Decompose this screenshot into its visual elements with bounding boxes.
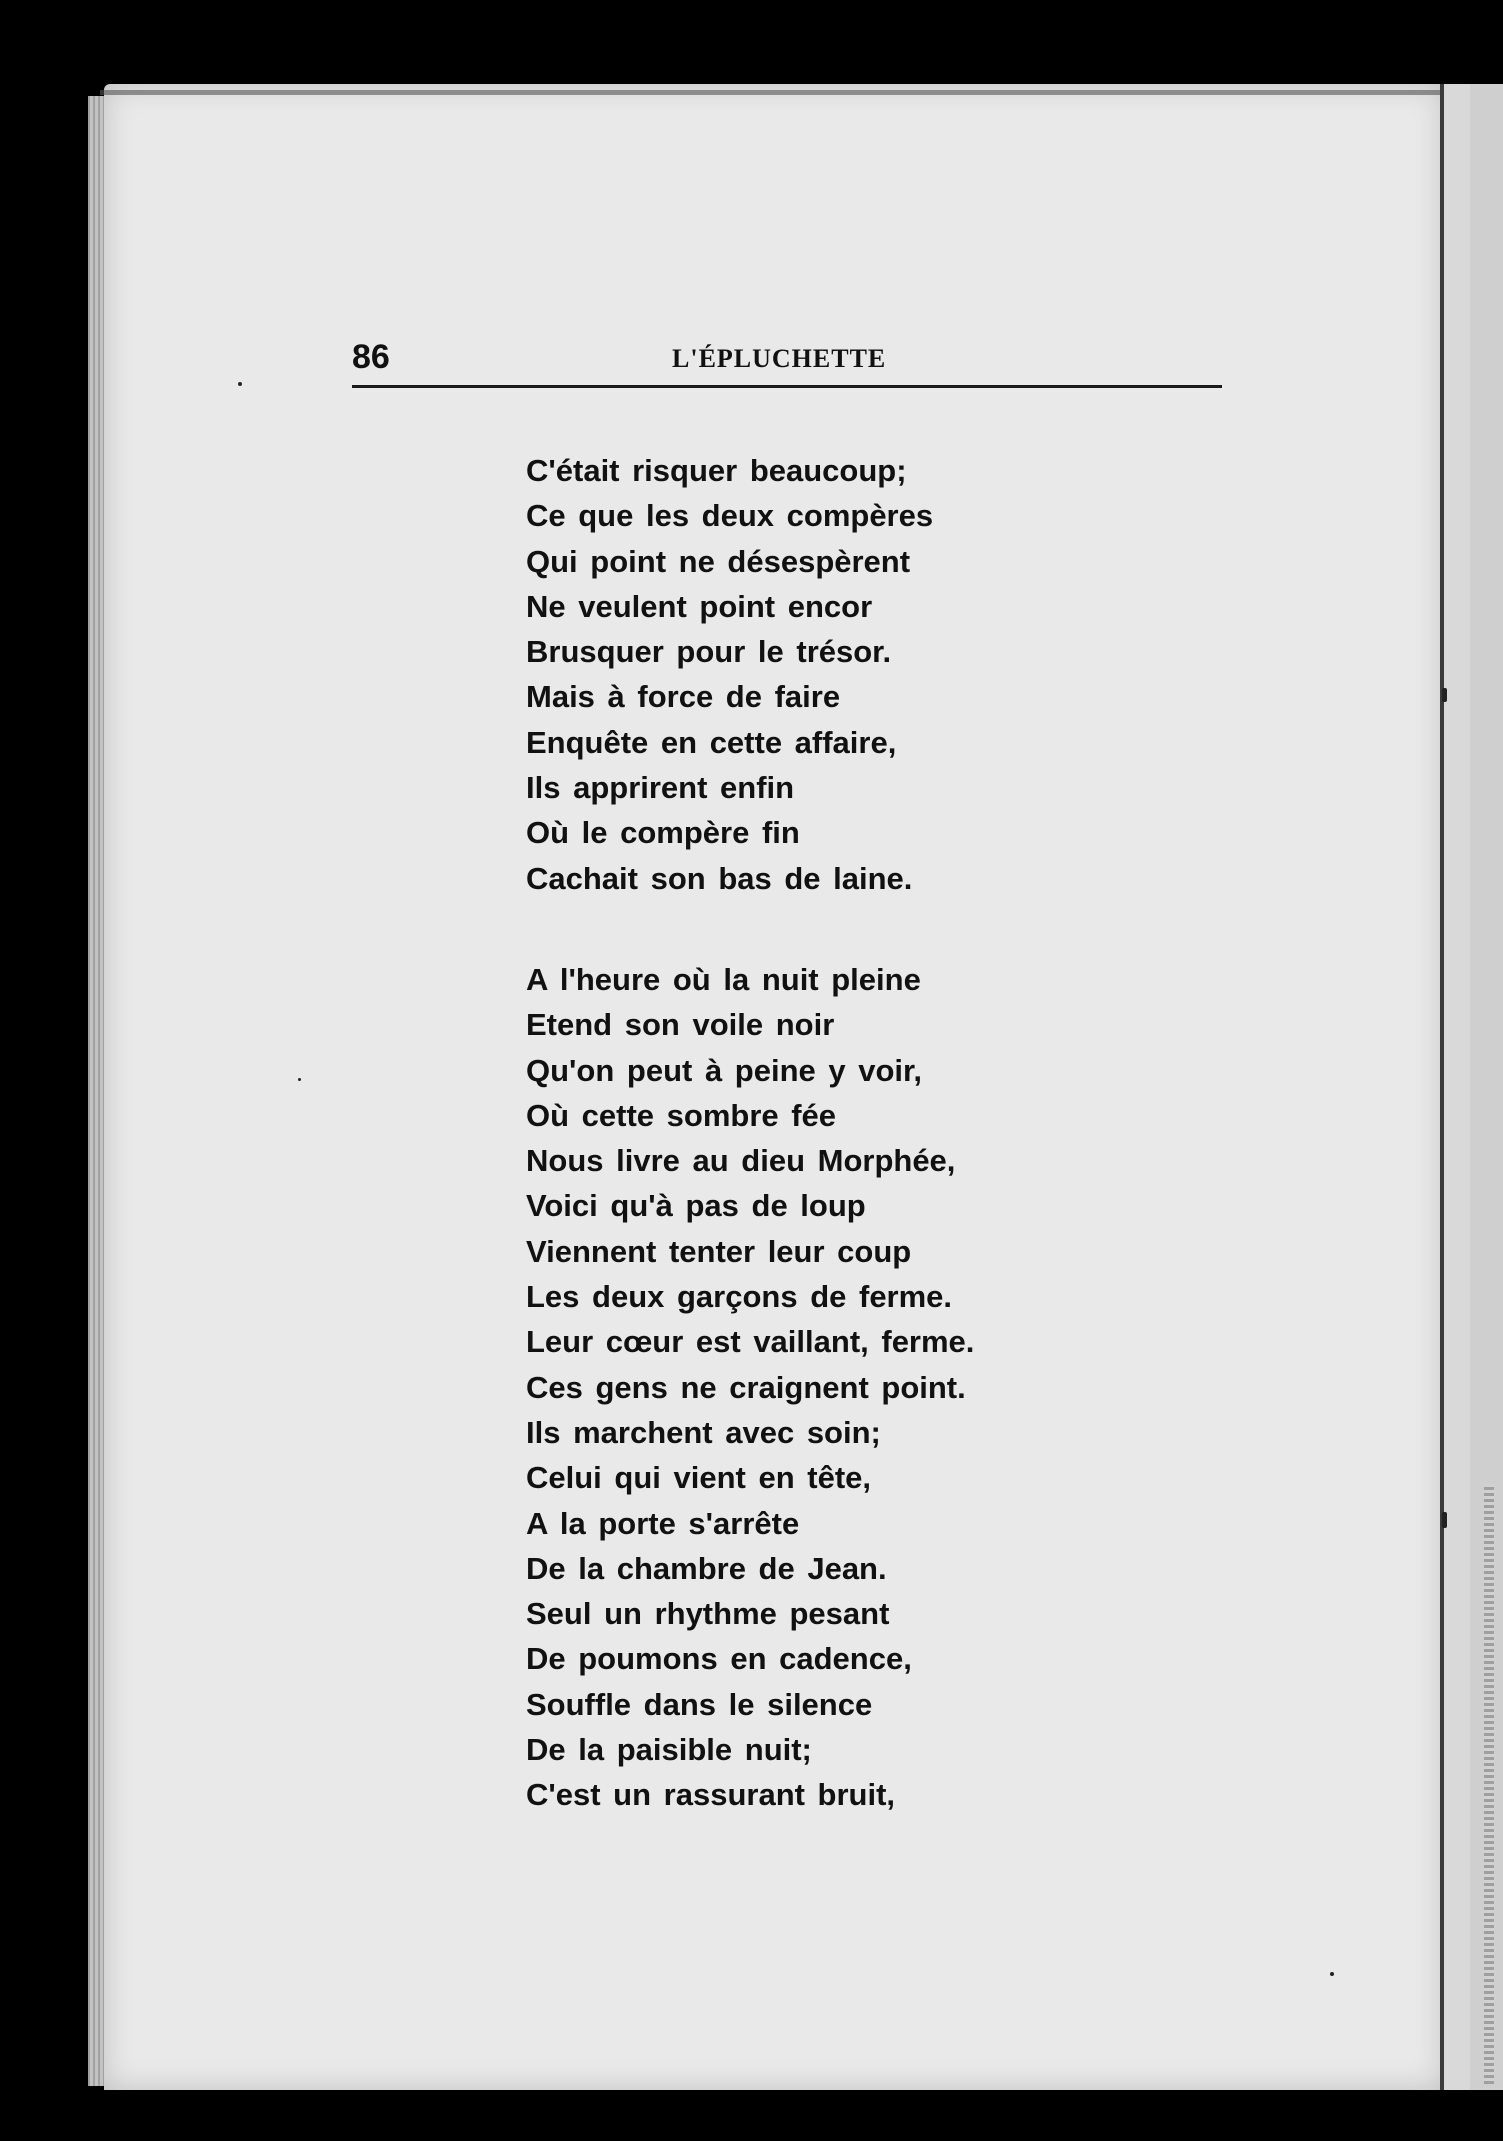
poem-line: De poumons en cadence, xyxy=(526,1641,912,1677)
poem-line: Nous livre au dieu Morphée, xyxy=(526,1143,956,1179)
poem-line: De la paisible nuit; xyxy=(526,1732,812,1768)
poem-line: Enquête en cette affaire, xyxy=(526,724,897,760)
scan-speck xyxy=(1442,688,1447,702)
poem-body xyxy=(526,448,1086,1818)
poem-line: C'est un rassurant bruit, xyxy=(526,1777,896,1813)
page-top-edge xyxy=(100,90,1445,95)
poem-line: Seul un rhythme pesant xyxy=(526,1596,890,1632)
running-title: L'ÉPLUCHETTE xyxy=(672,344,887,373)
poem-line: Ne veulent point encor xyxy=(526,588,873,624)
page-header xyxy=(352,330,1222,390)
poem-line: Brusquer pour le trésor. xyxy=(526,634,892,670)
poem-line: Où cette sombre fée xyxy=(526,1097,837,1133)
poem-line: Viennent tenter leur coup xyxy=(526,1233,912,1269)
poem-line: Voici qu'à pas de loup xyxy=(526,1188,866,1224)
stanza-1 xyxy=(526,448,1086,901)
poem-line: De la chambre de Jean. xyxy=(526,1550,887,1586)
poem-line: A l'heure où la nuit pleine xyxy=(526,961,921,997)
poem-line: Ils marchent avec soin; xyxy=(526,1414,881,1450)
header-rule xyxy=(352,385,1222,388)
poem-line: Les deux garçons de ferme. xyxy=(526,1279,953,1315)
scan-speck xyxy=(298,1078,301,1081)
stanza-2 xyxy=(526,957,1086,1818)
poem-line: Souffle dans le silence xyxy=(526,1686,873,1722)
poem-line: Leur cœur est vaillant, ferme. xyxy=(526,1324,975,1360)
poem-line: A la porte s'arrête xyxy=(526,1505,800,1541)
poem-line: Celui qui vient en tête, xyxy=(526,1460,871,1496)
page-gutter xyxy=(1440,84,1503,2090)
poem-line: Ils apprirent enfin xyxy=(526,770,795,806)
poem-line: Ces gens ne craignent point. xyxy=(526,1369,966,1405)
poem-line: Qui point ne désespèrent xyxy=(526,543,911,579)
poem-line: Ce que les deux compères xyxy=(526,498,934,534)
poem-line: Qu'on peut à peine y voir, xyxy=(526,1052,922,1088)
poem-line: Cachait son bas de laine. xyxy=(526,860,913,896)
poem-line: C'était risquer beaucoup; xyxy=(526,453,907,488)
scan-speck xyxy=(1442,1512,1447,1528)
poem-line: Etend son voile noir xyxy=(526,1007,835,1043)
scan-speck xyxy=(1330,1972,1334,1976)
poem-line: Où le compère fin xyxy=(526,815,800,851)
page-number: 86 xyxy=(352,338,390,376)
poem-line: Mais à force de faire xyxy=(526,679,841,715)
scan-speck xyxy=(238,382,242,386)
